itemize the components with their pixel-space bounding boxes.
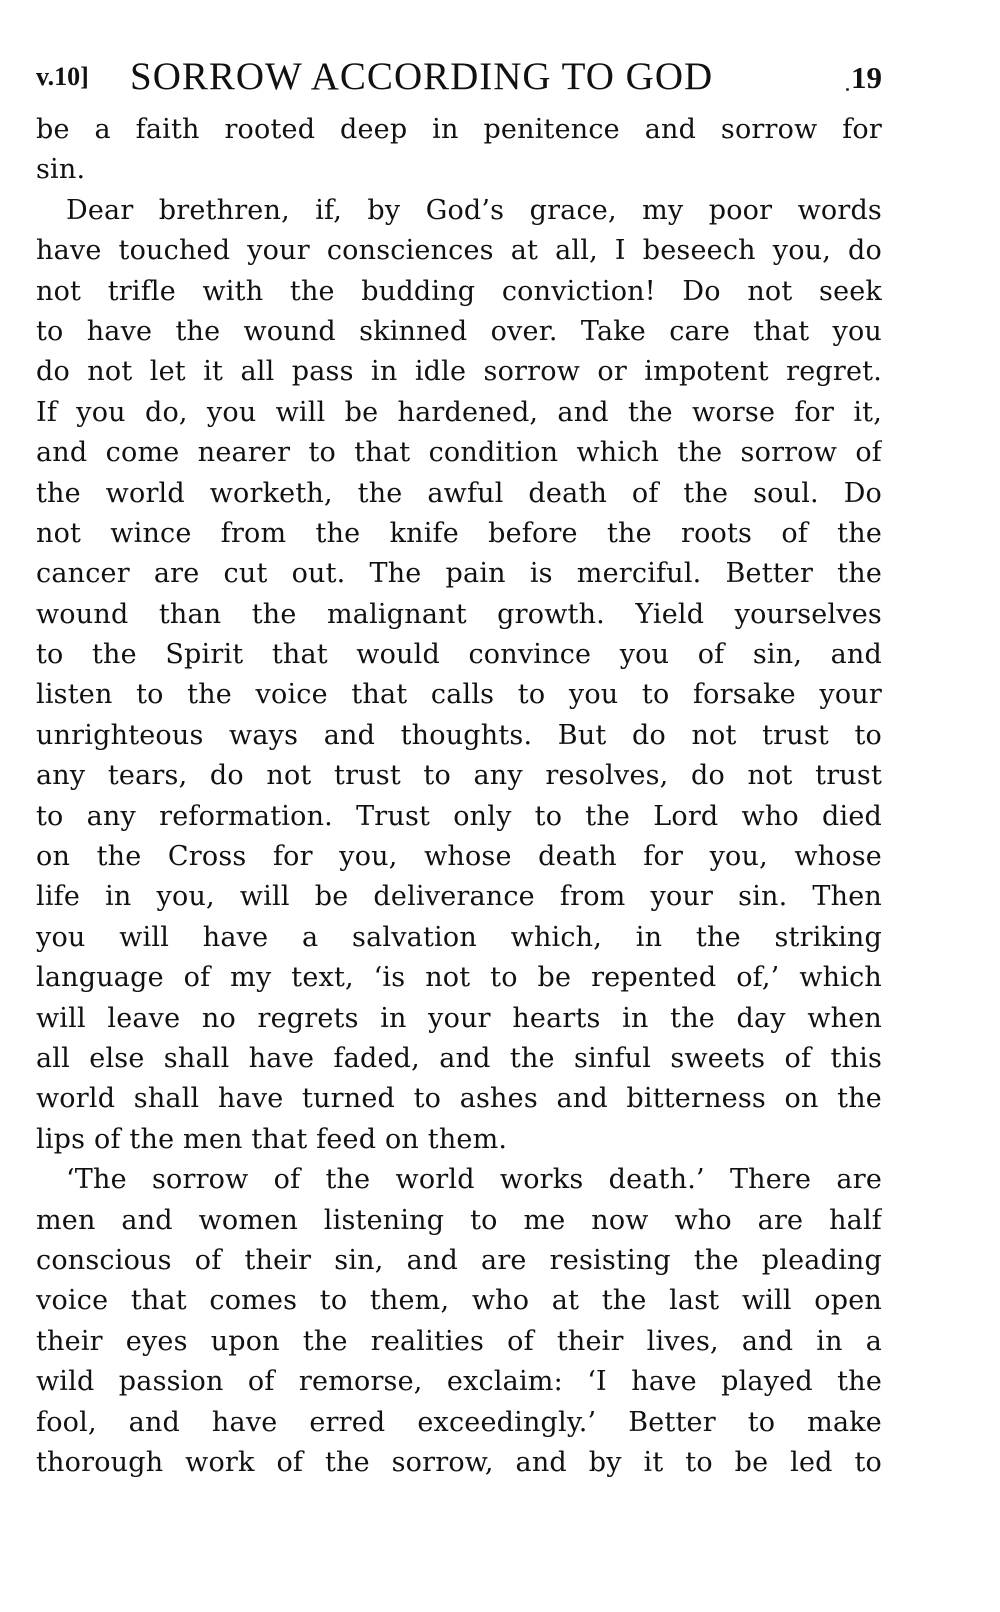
text-line: listen to the voice that calls to you to forsake your (36, 679, 882, 711)
body-text (36, 110, 882, 1483)
text-line: the world worketh, the awful death of the soul. Do (36, 477, 882, 509)
text-line: do not let it all pass in idle sorrow or impotent regret. (36, 356, 882, 388)
text-line: men and women listening to me now who are half (36, 1204, 882, 1236)
text-line: ‘The sorrow of the world works death.’ There are (66, 1164, 882, 1196)
text-line: Dear brethren, if, by God’s grace, my poor words (66, 194, 882, 226)
text-line: you will have a salvation which, in the striking (36, 921, 882, 953)
text-line: have touched your consciences at all, I beseech you, do (36, 235, 882, 267)
text-line: will leave no regrets in your hearts in the day when (36, 1002, 882, 1034)
text-line: be a faith rooted deep in penitence and sorrow for (36, 114, 882, 145)
text-line: not wince from the knife before the roots of the (36, 517, 882, 549)
verse-reference: v.10] (36, 62, 89, 91)
text-line: thorough work of the sorrow, and by it to be led to (36, 1446, 882, 1478)
text-line: If you do, you will be hardened, and the worse for it, (36, 396, 882, 428)
text-line: world shall have turned to ashes and bitterness on the (36, 1083, 882, 1115)
text-line: and come nearer to that condition which the sorrow of (36, 437, 882, 469)
text-line: their eyes upon the realities of their lives, and in a (36, 1325, 882, 1357)
paragraph (36, 1160, 882, 1483)
paragraph (36, 191, 882, 1160)
text-line: life in you, will be deliverance from your sin. Then (36, 881, 882, 913)
text-line: to have the wound skinned over. Take care that you (36, 315, 882, 347)
ink-speck (846, 88, 849, 91)
text-line: lips of the men that feed on them. (36, 1123, 508, 1155)
text-line: wound than the malignant growth. Yield yourselves (36, 598, 882, 630)
text-line: unrighteous ways and thoughts. But do not trust to (36, 719, 882, 751)
text-line: any tears, do not trust to any resolves, do not trust (36, 760, 882, 792)
text-line: not trifle with the budding conviction! Do not seek (36, 275, 882, 307)
paragraph (36, 110, 882, 191)
text-line: sin. (36, 154, 86, 186)
running-head (36, 48, 882, 110)
text-line: voice that comes to them, who at the last will open (36, 1285, 882, 1317)
text-line: cancer are cut out. The pain is merciful. Better the (36, 558, 882, 590)
text-line: conscious of their sin, and are resisting the pleading (36, 1244, 882, 1276)
text-line: to any reformation. Trust only to the Lord who died (36, 800, 882, 832)
text-line: wild passion of remorse, exclaim: ‘I have played the (36, 1366, 882, 1398)
text-line: to the Spirit that would convince you of sin, and (36, 639, 882, 671)
page-number: 19 (851, 60, 882, 95)
text-line: language of my text, ‘is not to be repented of,’ which (36, 962, 882, 994)
book-page (36, 48, 882, 1483)
text-line: fool, and have erred exceedingly.’ Better to make (36, 1406, 882, 1438)
text-line: all else shall have faded, and the sinful sweets of this (36, 1042, 882, 1074)
text-line: on the Cross for you, whose death for you, whose (36, 841, 882, 873)
page-title: SORROW ACCORDING TO GOD (130, 55, 714, 98)
